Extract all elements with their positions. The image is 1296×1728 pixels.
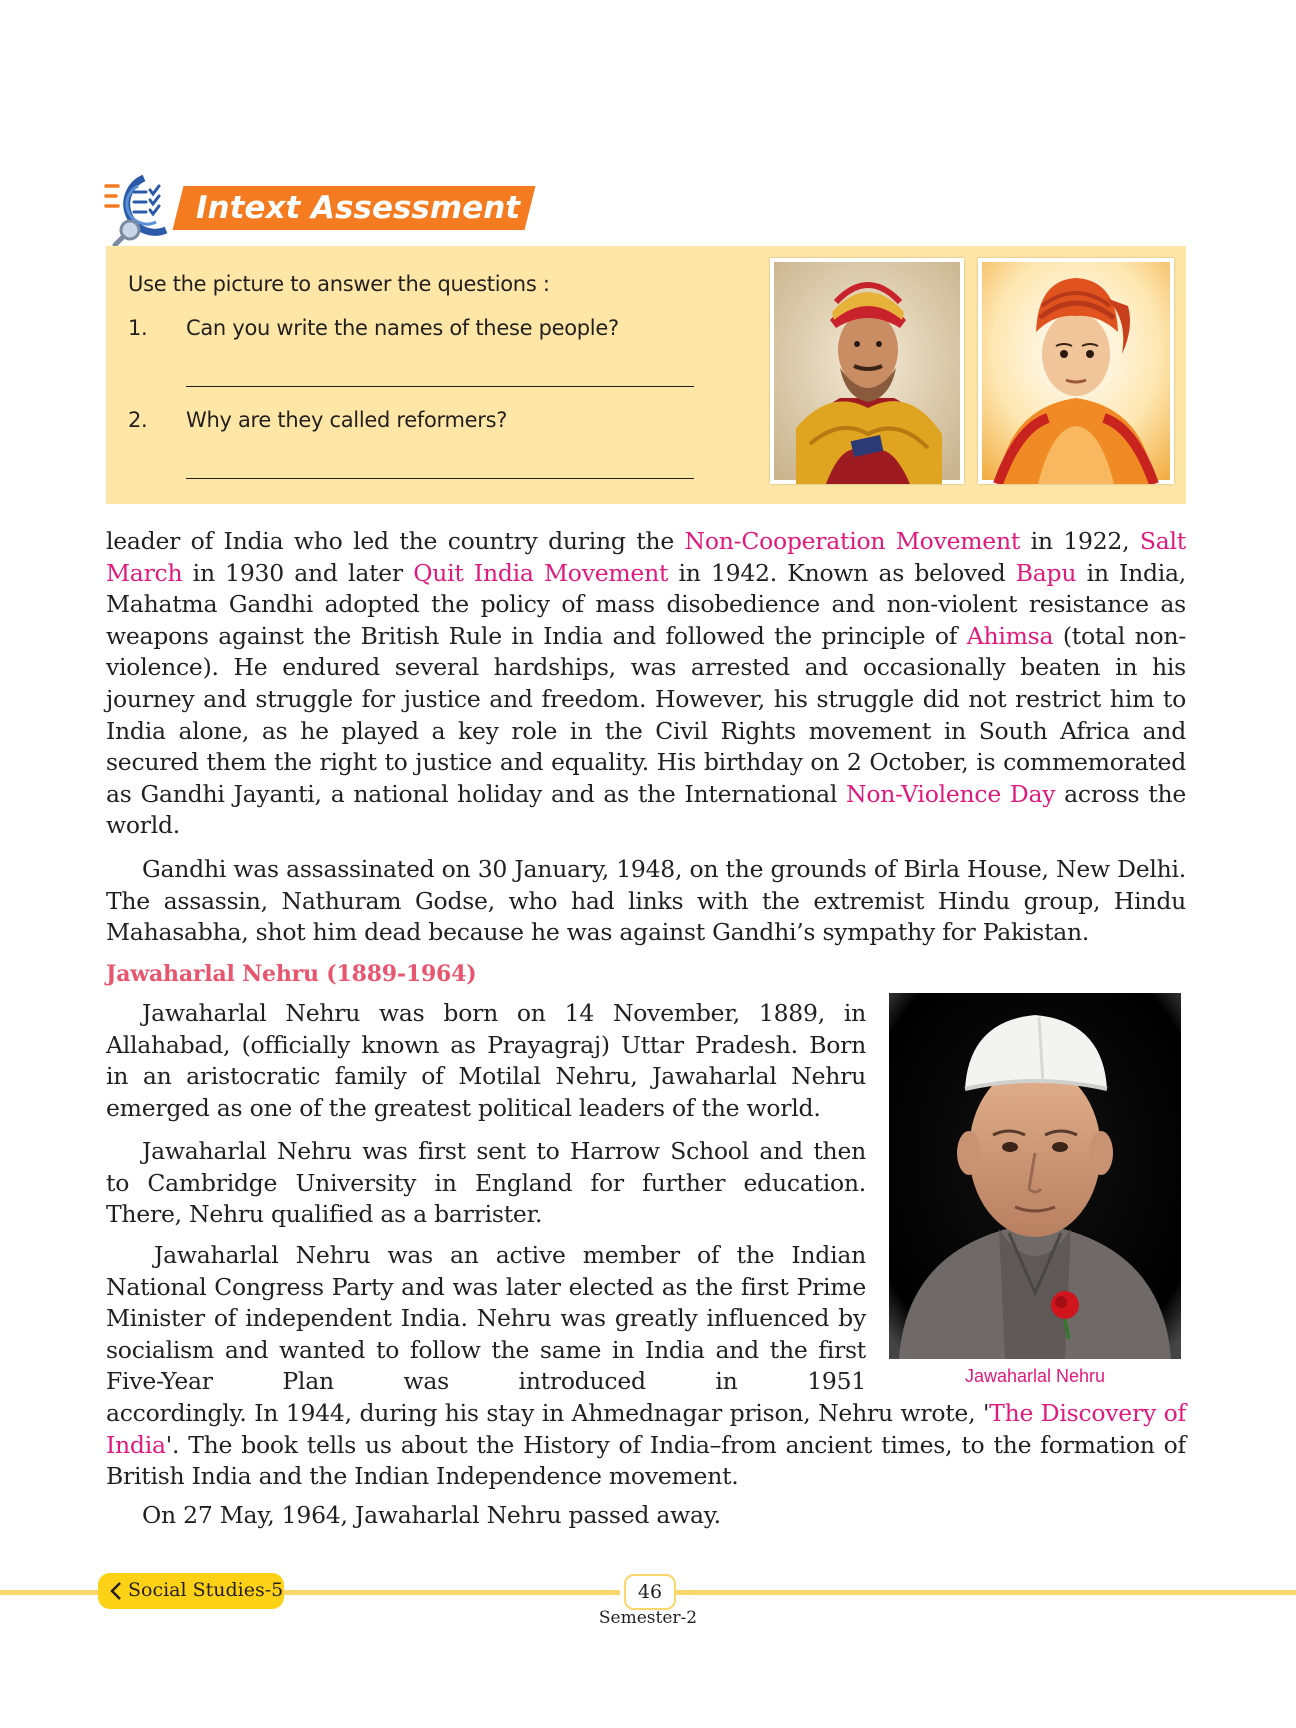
question-1-text: Can you write the names of these people? (186, 316, 619, 340)
paragraph-nehru-birth: Jawaharlal Nehru was born on 14 November, 1889, in Allahabad, (officially known as Prayagraj) Uttar Pradesh. Born in an aristocratic family of Motilal Nehru, Jawaharlal Nehru emerged as one of the greatest political leaders of the world. (106, 999, 866, 1122)
nehru-photo (889, 993, 1181, 1359)
highlight-non-cooperation-movement: Non-Cooperation Movement (684, 527, 1021, 555)
question-2-number: 2. (128, 408, 148, 432)
highlight-salt-march: Salt March (106, 527, 1186, 587)
paragraph-gandhi-movements: leader of India who led the country during the Non-Cooperation Movement in 1922, Salt March in 1930 and later Quit India Movement in 1942. Known as beloved Bapu in India, Mahatma Gandhi adopted the policy of mass disobedience and non-violent resistance as weapons against the British Rule in India and followed the principle of Ahimsa (total non-violence). He endured several hardships, was arrested and occasionally beaten in his journey and struggle for justice and freedom. However, his struggle did not restrict him to India alone, as he played a key role in the Civil Rights movement in South Africa and secured them the right to justice and equality. His birthday on 2 October, is commemorated as Gandhi Jayanti, a national holiday and as the International Non-Violence Day across the world. (106, 527, 1187, 840)
assessment-box (106, 246, 1186, 504)
answer-line-1 (186, 386, 694, 387)
highlight-discovery-of-india: The Discovery of India (106, 1399, 1186, 1459)
assessment-instruction: Use the picture to answer the questions : (128, 272, 550, 296)
page-number: 46 (624, 1574, 676, 1610)
highlight-quit-india-movement: Quit India Movement (413, 558, 669, 587)
assessment-checklist-icon (104, 172, 186, 248)
footer-rule-right (676, 1590, 1296, 1595)
paragraph-nehru-education: Jawaharlal Nehru was first sent to Harrow School and then to Cambridge University in England for further education. There, Nehru qualified as a barrister. (106, 1137, 866, 1229)
reformer-portrait-2 (978, 258, 1174, 484)
answer-line-2 (186, 478, 694, 479)
paragraph-nehru-death: On 27 May, 1964, Jawaharlal Nehru passed away. (142, 1501, 721, 1529)
footer-book-title: Social Studies-5 (128, 1579, 284, 1601)
reformer-portrait-1 (770, 258, 964, 484)
nehru-photo-caption: Jawaharlal Nehru (964, 1366, 1106, 1386)
magnifier-icon (115, 221, 139, 245)
intext-assessment-header (104, 172, 544, 250)
assessment-title: Intext Assessment (196, 190, 521, 226)
highlight-non-violence-day: Non-Violence Day (846, 779, 1056, 808)
footer-book-tab[interactable] (98, 1573, 284, 1609)
question-1-number: 1. (128, 316, 148, 340)
nehru-section-heading: Jawaharlal Nehru (1889-1964) (106, 961, 477, 987)
paragraph-gandhi-assassination: Gandhi was assassinated on 30 January, 1948, on the grounds of Birla House, New Delhi. The assassin, Nathuram Godse, who had links with the extremist Hindu group, Hindu Mahasabha, shot him dead because he was against Gandhi’s sympathy for Pakistan. (106, 855, 1186, 947)
paragraph-nehru-discovery: accordingly. In 1944, during his stay in Ahmednagar prison, Nehru wrote, 'The Discovery of India'. The book tells us about the History of India–from ancient times, to the formation of British India and the Indian Independence movement. (106, 1399, 1186, 1491)
footer-rule-left (0, 1590, 620, 1595)
semester-label: Semester-2 (598, 1608, 698, 1628)
question-2-text: Why are they called reformers? (186, 408, 508, 432)
highlight-bapu: Bapu (1015, 558, 1077, 587)
paragraph-nehru-congress: Jawaharlal Nehru was an active member of the Indian National Congress Party and was later elected as the first Prime Minister of independent India. Nehru was greatly influenced by socialism and wanted to follow the same in India and the first Five-Year Plan was introduced in 1951 (106, 1241, 866, 1396)
highlight-ahimsa: Ahimsa (966, 621, 1054, 650)
chevron-left-icon (106, 1581, 126, 1601)
